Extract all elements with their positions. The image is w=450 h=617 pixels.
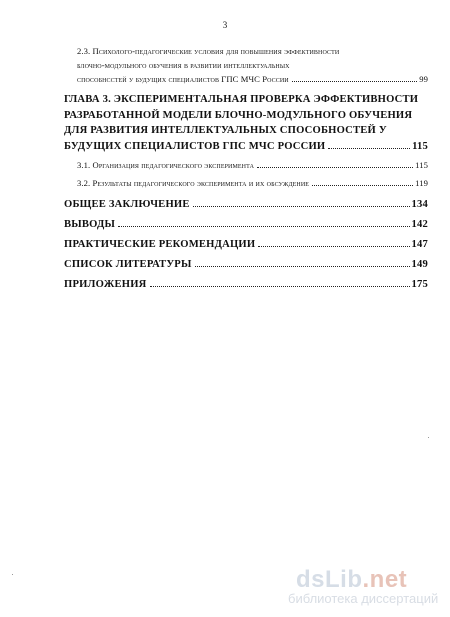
- toc-entry-3-2-page: 119: [415, 178, 428, 188]
- toc-entry-2-3-line-3: способнсстей у будущих специалистов ГПС МЧС России: [77, 74, 289, 84]
- toc-chapter-3-line-4: БУДУЩИХ СПЕЦИАЛИСТОВ ГПС МЧС РОССИИ: [64, 140, 326, 152]
- toc-entry-2-3-line-1: 2.3. Психолого-педагогические условия для повышения эффективности: [77, 46, 340, 56]
- watermark-tagline: библиотека диссертаций: [288, 591, 439, 606]
- toc-entry-3-2-title: 3.2. Результаты педагогического эксперимента и их обсуждение: [77, 178, 310, 188]
- dot-leader: [195, 266, 410, 267]
- toc-recommendations: [64, 239, 428, 250]
- dot-leader: [150, 286, 410, 287]
- scan-speck: [428, 437, 429, 438]
- dot-leader: [258, 246, 409, 247]
- toc-appendices-title: ПРИЛОЖЕНИЯ: [64, 279, 147, 290]
- dot-leader: [257, 167, 413, 168]
- watermark-logo-main: dsLib: [296, 566, 363, 593]
- dot-leader: [292, 81, 417, 82]
- toc-entry-2-3: [77, 44, 428, 86]
- toc-entry-3-1-page: 115: [415, 160, 428, 170]
- toc-references: [64, 259, 428, 270]
- toc-references-title: СПИСОК ЛИТЕРАТУРЫ: [64, 259, 192, 270]
- toc-recommendations-title: ПРАКТИЧЕСКИЕ РЕКОМЕНДАЦИИ: [64, 239, 256, 250]
- toc-general-conclusion-page: 134: [411, 199, 428, 210]
- toc-chapter-3-line-3: ДЛЯ РАЗВИТИЯ ИНТЕЛЛЕКТУАЛЬНЫХ СПОСОБНОСТЕЙ У: [64, 125, 387, 136]
- toc-general-conclusion-title: ОБЩЕЕ ЗАКЛЮЧЕНИЕ: [64, 199, 190, 210]
- dot-leader: [328, 148, 410, 149]
- toc-entry-3-2: [77, 176, 428, 190]
- toc-entry-3-1: [77, 158, 428, 172]
- toc-conclusions: [64, 219, 428, 230]
- page-number: 3: [222, 20, 228, 30]
- toc-entry-3-1-title: 3.1. Организация педагогического эксперимента: [77, 160, 254, 170]
- toc-chapter-3-line-2: РАЗРАБОТАННОЙ МОДЕЛИ БЛОЧНО-МОДУЛЬНОГО ОБУЧЕНИЯ: [64, 109, 413, 121]
- toc-appendices: [64, 279, 428, 290]
- toc-references-page: 149: [411, 259, 428, 270]
- toc-entry-2-3-page: 99: [419, 74, 428, 84]
- watermark-logo: [296, 566, 438, 594]
- toc-general-conclusion: [64, 199, 428, 210]
- watermark-logo-tld: .net: [362, 566, 408, 593]
- toc-chapter-3-line-1: ГЛАВА 3. ЭКСПЕРИМЕНТАЛЬНАЯ ПРОВЕРКА ЭФФЕКТИВНОСТИ: [64, 94, 419, 105]
- dot-leader: [193, 206, 410, 207]
- watermark: [288, 566, 439, 606]
- toc-conclusions-page: 142: [411, 219, 428, 230]
- toc-recommendations-page: 147: [411, 239, 428, 250]
- toc-conclusions-title: ВЫВОДЫ: [64, 219, 116, 230]
- dot-leader: [118, 226, 409, 227]
- scan-speck: [12, 574, 13, 575]
- dot-leader: [312, 185, 413, 186]
- toc-appendices-page: 175: [411, 279, 428, 290]
- toc-entry-2-3-line-2: блочно-модульного обучения в развитии интеллектуальных: [77, 60, 290, 70]
- table-of-contents: [64, 44, 428, 290]
- toc-chapter-3-page: 115: [412, 140, 428, 152]
- toc-chapter-3: [64, 92, 428, 154]
